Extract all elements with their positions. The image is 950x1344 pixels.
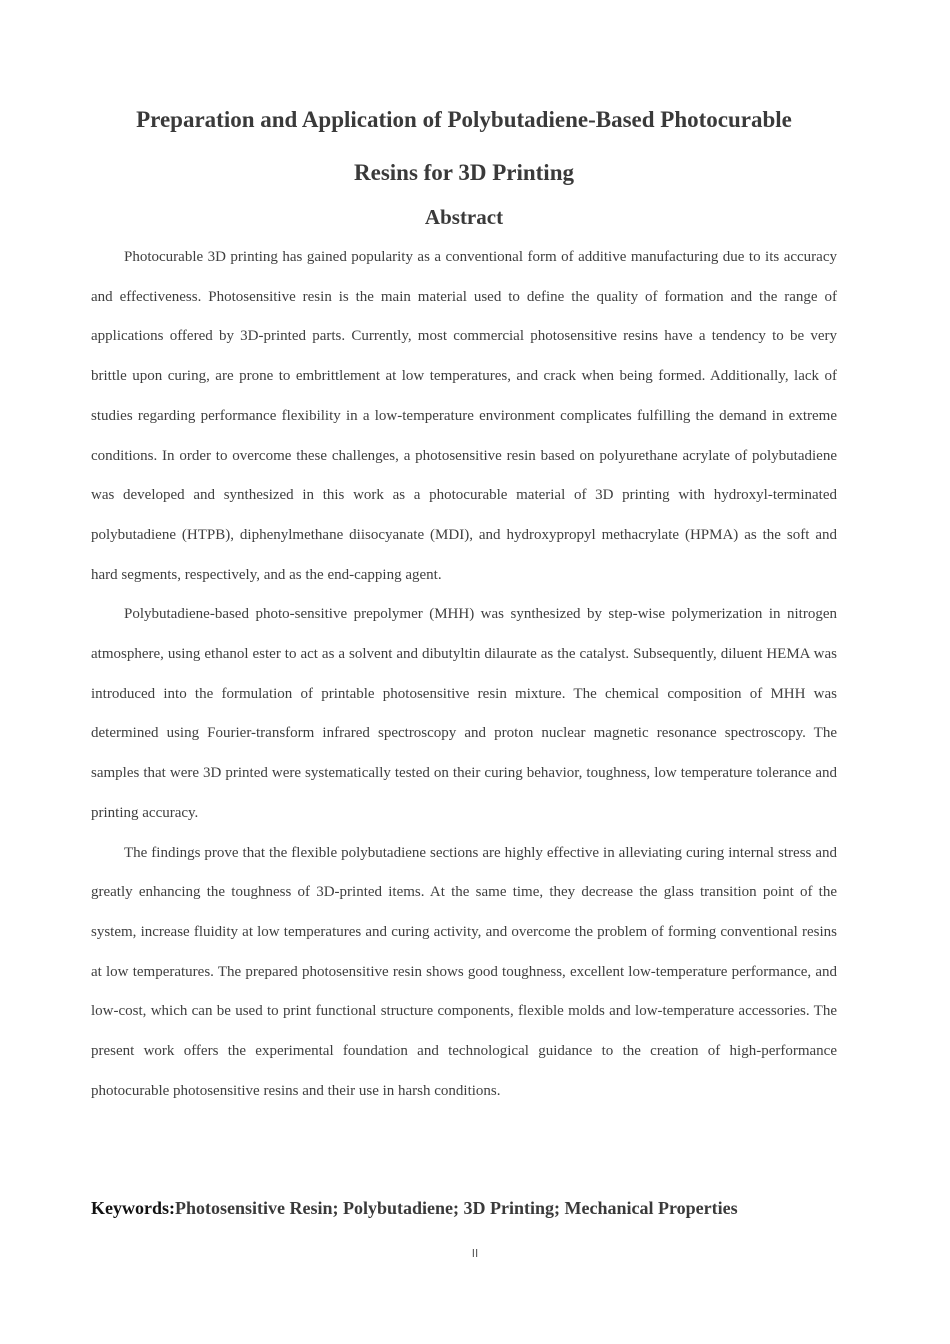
abstract-paragraph: Photocurable 3D printing has gained popularity as a conventional form of additive manufacturing due to its accuracy and effectiveness. Photosensitive resin is the main material used to define the quality of formation and the range of applications offered by 3D-printed parts. Currently, most commercial photosensitive resins have a tendency to be very brittle upon curing, are prone to embrittlement at low temperatures, and crack when being formed. Additionally, lack of studies regarding performance flexibility in a low-temperature environment complicates fulfilling the demand in extreme conditions. In order to overcome these challenges, a photosensitive resin based on polyurethane acrylate of polybutadiene was developed and synthesized in this work as a photocurable material of 3D printing with hydroxyl-terminated polybutadiene (HTPB), diphenylmethane diisocyanate (MDI), and hydroxypropyl methacrylate (HPMA) as the soft and hard segments, respectively, and as the end-capping agent.	[91, 249, 837, 583]
page-number: II	[471, 1247, 479, 1260]
abstract-paragraph: Polybutadiene-based photo-sensitive prepolymer (MHH) was synthesized by step-wise polymerization in nitrogen atmosphere, using ethanol ester to act as a solvent and dibutyltin dilaurate as the catalyst. Subsequently, diluent HEMA was introduced into the formulation of printable photosensitive resin mixture. The chemical composition of MHH was determined using Fourier-transform infrared spectroscopy and proton nuclear magnetic resonance spectroscopy. The samples that were 3D printed were systematically tested on their curing behavior, toughness, low temperature tolerance and printing accuracy.	[91, 606, 837, 821]
abstract-body	[91, 238, 837, 1111]
abstract-heading: Abstract	[424, 205, 504, 229]
keywords-label: Keywords:	[91, 1198, 175, 1218]
document-title-line-2: Resins for 3D Printing	[354, 160, 574, 185]
document-title-line-1: Preparation and Application of Polybutadiene-Based Photocurable	[136, 107, 792, 132]
keywords-list: Photosensitive Resin; Polybutadiene; 3D Printing; Mechanical Properties	[175, 1198, 738, 1218]
keywords-line	[91, 1198, 837, 1220]
abstract-paragraph: The findings prove that the flexible polybutadiene sections are highly effective in alleviating curing internal stress and greatly enhancing the toughness of 3D-printed items. At the same time, they decrease the glass transition point of the system, increase fluidity at low temperatures and curing activity, and overcome the problem of forming conventional resins at low temperatures. The prepared photosensitive resin shows good toughness, excellent low-temperature performance, and low-cost, which can be used to print functional structure components, flexible molds and low-temperature accessories. The present work offers the experimental foundation and technological guidance to the creation of high-performance photocurable photosensitive resins and their use in harsh conditions.	[91, 844, 837, 1099]
